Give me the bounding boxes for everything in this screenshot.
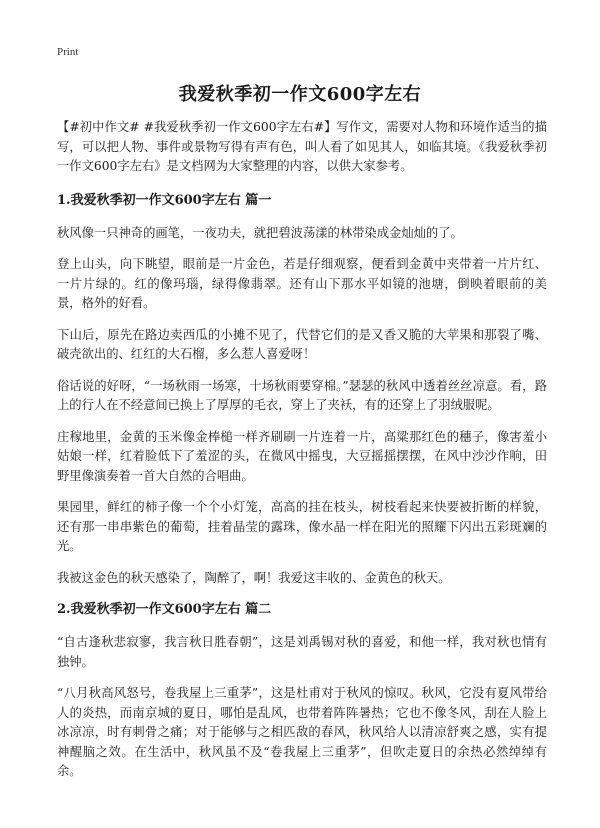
- section-heading-1: 1.我爱秋季初一作文600字左右 篇一: [57, 192, 272, 208]
- paragraph: 庄稼地里，金黄的玉米像金棒槌一样齐刷刷一片连着一片，高粱那红色的穗子，像害羞小姑娘一样，红着脸低下了羞涩的头，在微风中摇曳，大豆摇摇摆摆，在风中沙沙作响，田野里像演奏着一首大自然的合唱曲。: [57, 429, 547, 483]
- section-heading-2: 2.我爱秋季初一作文600字左右 篇二: [57, 602, 272, 617]
- print-label: Print: [57, 46, 79, 58]
- paragraph: “八月秋高风怒号，卷我屋上三重茅”，这是杜甫对于秋风的惊叹。秋风，它没有夏风带给人的炎热，而南京城的夏日，哪怕是乱风，也带着阵阵暑热；它也不像冬风，刮在人脸上冰凉凉，时有刺骨之痛；对于能够与之相匹敌的春风，秋风给人以清凉舒爽之感，实有提神醒脑之效。在生活中，秋风虽不及“卷我屋上三重茅”，但吹走夏日的余热必然绰绰有余。: [57, 686, 547, 778]
- page-title: 我爱秋季初一作文600字左右: [178, 84, 422, 105]
- intro-paragraph: 【#初中作文# #我爱秋季初一作文600字左右#】写作文，需要对人物和环境作适当的描写，可以把人物、事件或景物写得有声有色，叫人看了如见其人，如临其境。《我爱秋季初一作文600字左右》是文档网为大家整理的内容，以供大家参考。: [57, 120, 547, 173]
- paragraph: 下山后，原先在路边卖西瓜的小摊不见了，代替它们的是又香又脆的大苹果和那裂了嘴、破壳欲出的、红红的大石榴，多么惹人喜爱呀！: [57, 327, 547, 361]
- document-body: [57, 118, 547, 794]
- paragraph: 秋风像一只神奇的画笔，一夜功夫，就把碧波荡漾的林带染成金灿灿的了。: [57, 225, 463, 240]
- paragraph: 果园里，鲜红的柿子像一个个小灯笼，高高的挂在枝头，树枝看起来快要被折断的样貌，还有那一串串紫色的葡萄，挂着晶莹的露珠，像水晶一样在阳光的照耀下闪出五彩斑斓的光。: [57, 500, 547, 553]
- paragraph: 俗话说的好呀，“一场秋雨一场寒，十场秋雨要穿棉。”瑟瑟的秋风中透着丝丝凉意。看，路上的行人在不经意间已换上了厚厚的毛衣，穿上了夹袄，有的还穿上了羽绒服呢。: [57, 378, 547, 412]
- paragraph: 登上山头，向下眺望，眼前是一片金色，若是仔细观察，便看到金黄中夹带着一片片红、一片片绿的。红的像玛瑙，绿得像翡翠。还有山下那水平如镜的池塘，倒映着眼前的美景，格外的好看。: [57, 257, 547, 310]
- paragraph: “自古逢秋悲寂寥，我言秋日胜春朝”，这是刘禹锡对秋的喜爱，和他一样，我对秋也情有独钟。: [57, 635, 547, 669]
- paragraph: 我被这金色的秋天感染了，陶醉了，啊！我爱这丰收的、金黄色的秋天。: [57, 570, 451, 585]
